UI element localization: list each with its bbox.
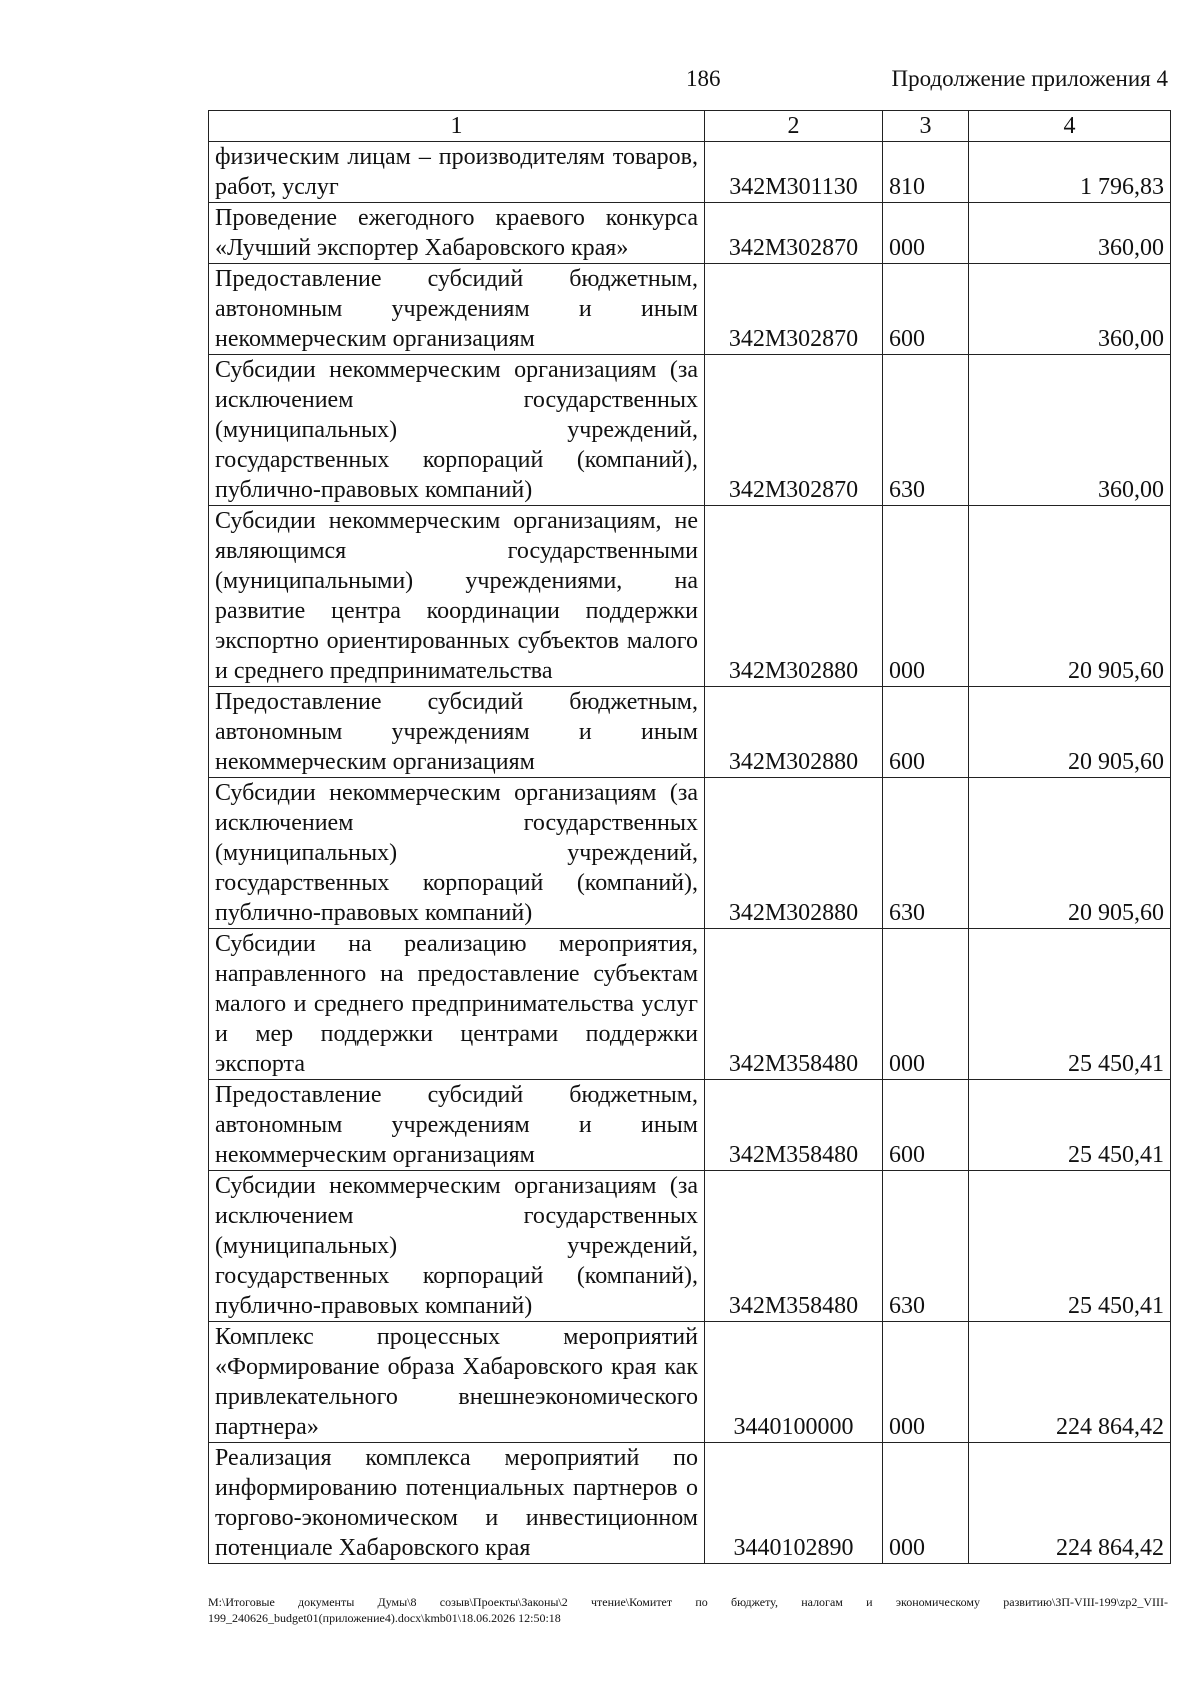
row-amount-cell: 20 905,60 [969, 506, 1171, 687]
row-code-cell: 342M358480 [705, 1080, 883, 1171]
row-category-cell: 000 [883, 1443, 969, 1564]
page-number: 186 [686, 66, 721, 91]
row-amount-cell: 25 450,41 [969, 929, 1171, 1080]
column-number-1: 1 [209, 111, 705, 142]
page-header [208, 66, 1178, 100]
row-code-cell: 342M358480 [705, 1171, 883, 1322]
column-number-row [209, 111, 1171, 142]
table-row [209, 1443, 1171, 1564]
row-name-cell: Субсидии некоммерческим организациям (за исключением государственных (муниципальных) учреждений, государственных корпораций (компаний), публично-правовых компаний) [209, 355, 705, 506]
row-amount-cell: 25 450,41 [969, 1171, 1171, 1322]
row-name-cell: физическим лицам – производителям товаров, работ, услуг [209, 142, 705, 203]
row-code-cell: 342M302870 [705, 203, 883, 264]
row-name-cell: Субсидии некоммерческим организациям (за исключением государственных (муниципальных) учреждений, государственных корпораций (компаний), публично-правовых компаний) [209, 1171, 705, 1322]
row-category-cell: 600 [883, 687, 969, 778]
row-amount-cell: 20 905,60 [969, 687, 1171, 778]
table-row [209, 506, 1171, 687]
row-name-cell: Предоставление субсидий бюджетным, автономным учреждениям и иным некоммерческим организациям [209, 1080, 705, 1171]
table-row [209, 1171, 1171, 1322]
continuation-label: Продолжение приложения 4 [891, 66, 1168, 91]
table-row [209, 264, 1171, 355]
column-number-2: 2 [705, 111, 883, 142]
row-code-cell: 3440100000 [705, 1322, 883, 1443]
row-category-cell: 000 [883, 203, 969, 264]
row-code-cell: 342M358480 [705, 929, 883, 1080]
row-category-cell: 000 [883, 1322, 969, 1443]
row-name-cell: Реализация комплекса мероприятий по информированию потенциальных партнеров о торгово-экономическом и инвестиционном потенциале Хабаровского края [209, 1443, 705, 1564]
row-category-cell: 810 [883, 142, 969, 203]
row-category-cell: 630 [883, 355, 969, 506]
row-code-cell: 342M302880 [705, 778, 883, 929]
row-name-cell: Проведение ежегодного краевого конкурса «Лучший экспортер Хабаровского края» [209, 203, 705, 264]
file-path-footer: M:\Итоговые документы Думы\8 созыв\Проекты\Законы\2 чтение\Комитет по бюджету, налогам и экономическому развитию\ЗП-VIII-199\zp2_VIII-199_240626_budget01(приложение4).docx\kmb01\18.06.2026 12:50:18 [208, 1595, 1168, 1625]
table-row [209, 1080, 1171, 1171]
row-name-cell: Субсидии некоммерческим организациям (за исключением государственных (муниципальных) учреждений, государственных корпораций (компаний), публично-правовых компаний) [209, 778, 705, 929]
row-category-cell: 600 [883, 1080, 969, 1171]
row-amount-cell: 25 450,41 [969, 1080, 1171, 1171]
row-code-cell: 342M301130 [705, 142, 883, 203]
row-code-cell: 342M302880 [705, 506, 883, 687]
row-amount-cell: 360,00 [969, 264, 1171, 355]
table-row [209, 355, 1171, 506]
row-name-cell: Предоставление субсидий бюджетным, автономным учреждениям и иным некоммерческим организациям [209, 687, 705, 778]
table-row [209, 142, 1171, 203]
table-row [209, 203, 1171, 264]
row-code-cell: 342M302870 [705, 264, 883, 355]
column-number-4: 4 [969, 111, 1171, 142]
row-amount-cell: 360,00 [969, 355, 1171, 506]
row-amount-cell: 224 864,42 [969, 1443, 1171, 1564]
row-category-cell: 000 [883, 506, 969, 687]
row-name-cell: Предоставление субсидий бюджетным, автономным учреждениям и иным некоммерческим организациям [209, 264, 705, 355]
row-amount-cell: 1 796,83 [969, 142, 1171, 203]
row-amount-cell: 360,00 [969, 203, 1171, 264]
table-row [209, 778, 1171, 929]
row-name-cell: Комплекс процессных мероприятий «Формирование образа Хабаровского края как привлекательного внешнеэкономического партнера» [209, 1322, 705, 1443]
table-row [209, 1322, 1171, 1443]
row-amount-cell: 20 905,60 [969, 778, 1171, 929]
row-category-cell: 000 [883, 929, 969, 1080]
row-name-cell: Субсидии на реализацию мероприятия, направленного на предоставление субъектам малого и среднего предпринимательства услуг и мер поддержки центрами поддержки экспорта [209, 929, 705, 1080]
row-name-cell: Субсидии некоммерческим организациям, не являющимся государственными (муниципальными) учреждениями, на развитие центра координации поддержки экспортно ориентированных субъектов малого и среднего предпринимательства [209, 506, 705, 687]
row-amount-cell: 224 864,42 [969, 1322, 1171, 1443]
column-number-3: 3 [883, 111, 969, 142]
row-code-cell: 3440102890 [705, 1443, 883, 1564]
row-category-cell: 630 [883, 1171, 969, 1322]
table-row [209, 687, 1171, 778]
row-category-cell: 600 [883, 264, 969, 355]
table-row [209, 929, 1171, 1080]
budget-table [208, 110, 1171, 1564]
row-code-cell: 342M302880 [705, 687, 883, 778]
row-category-cell: 630 [883, 778, 969, 929]
row-code-cell: 342M302870 [705, 355, 883, 506]
